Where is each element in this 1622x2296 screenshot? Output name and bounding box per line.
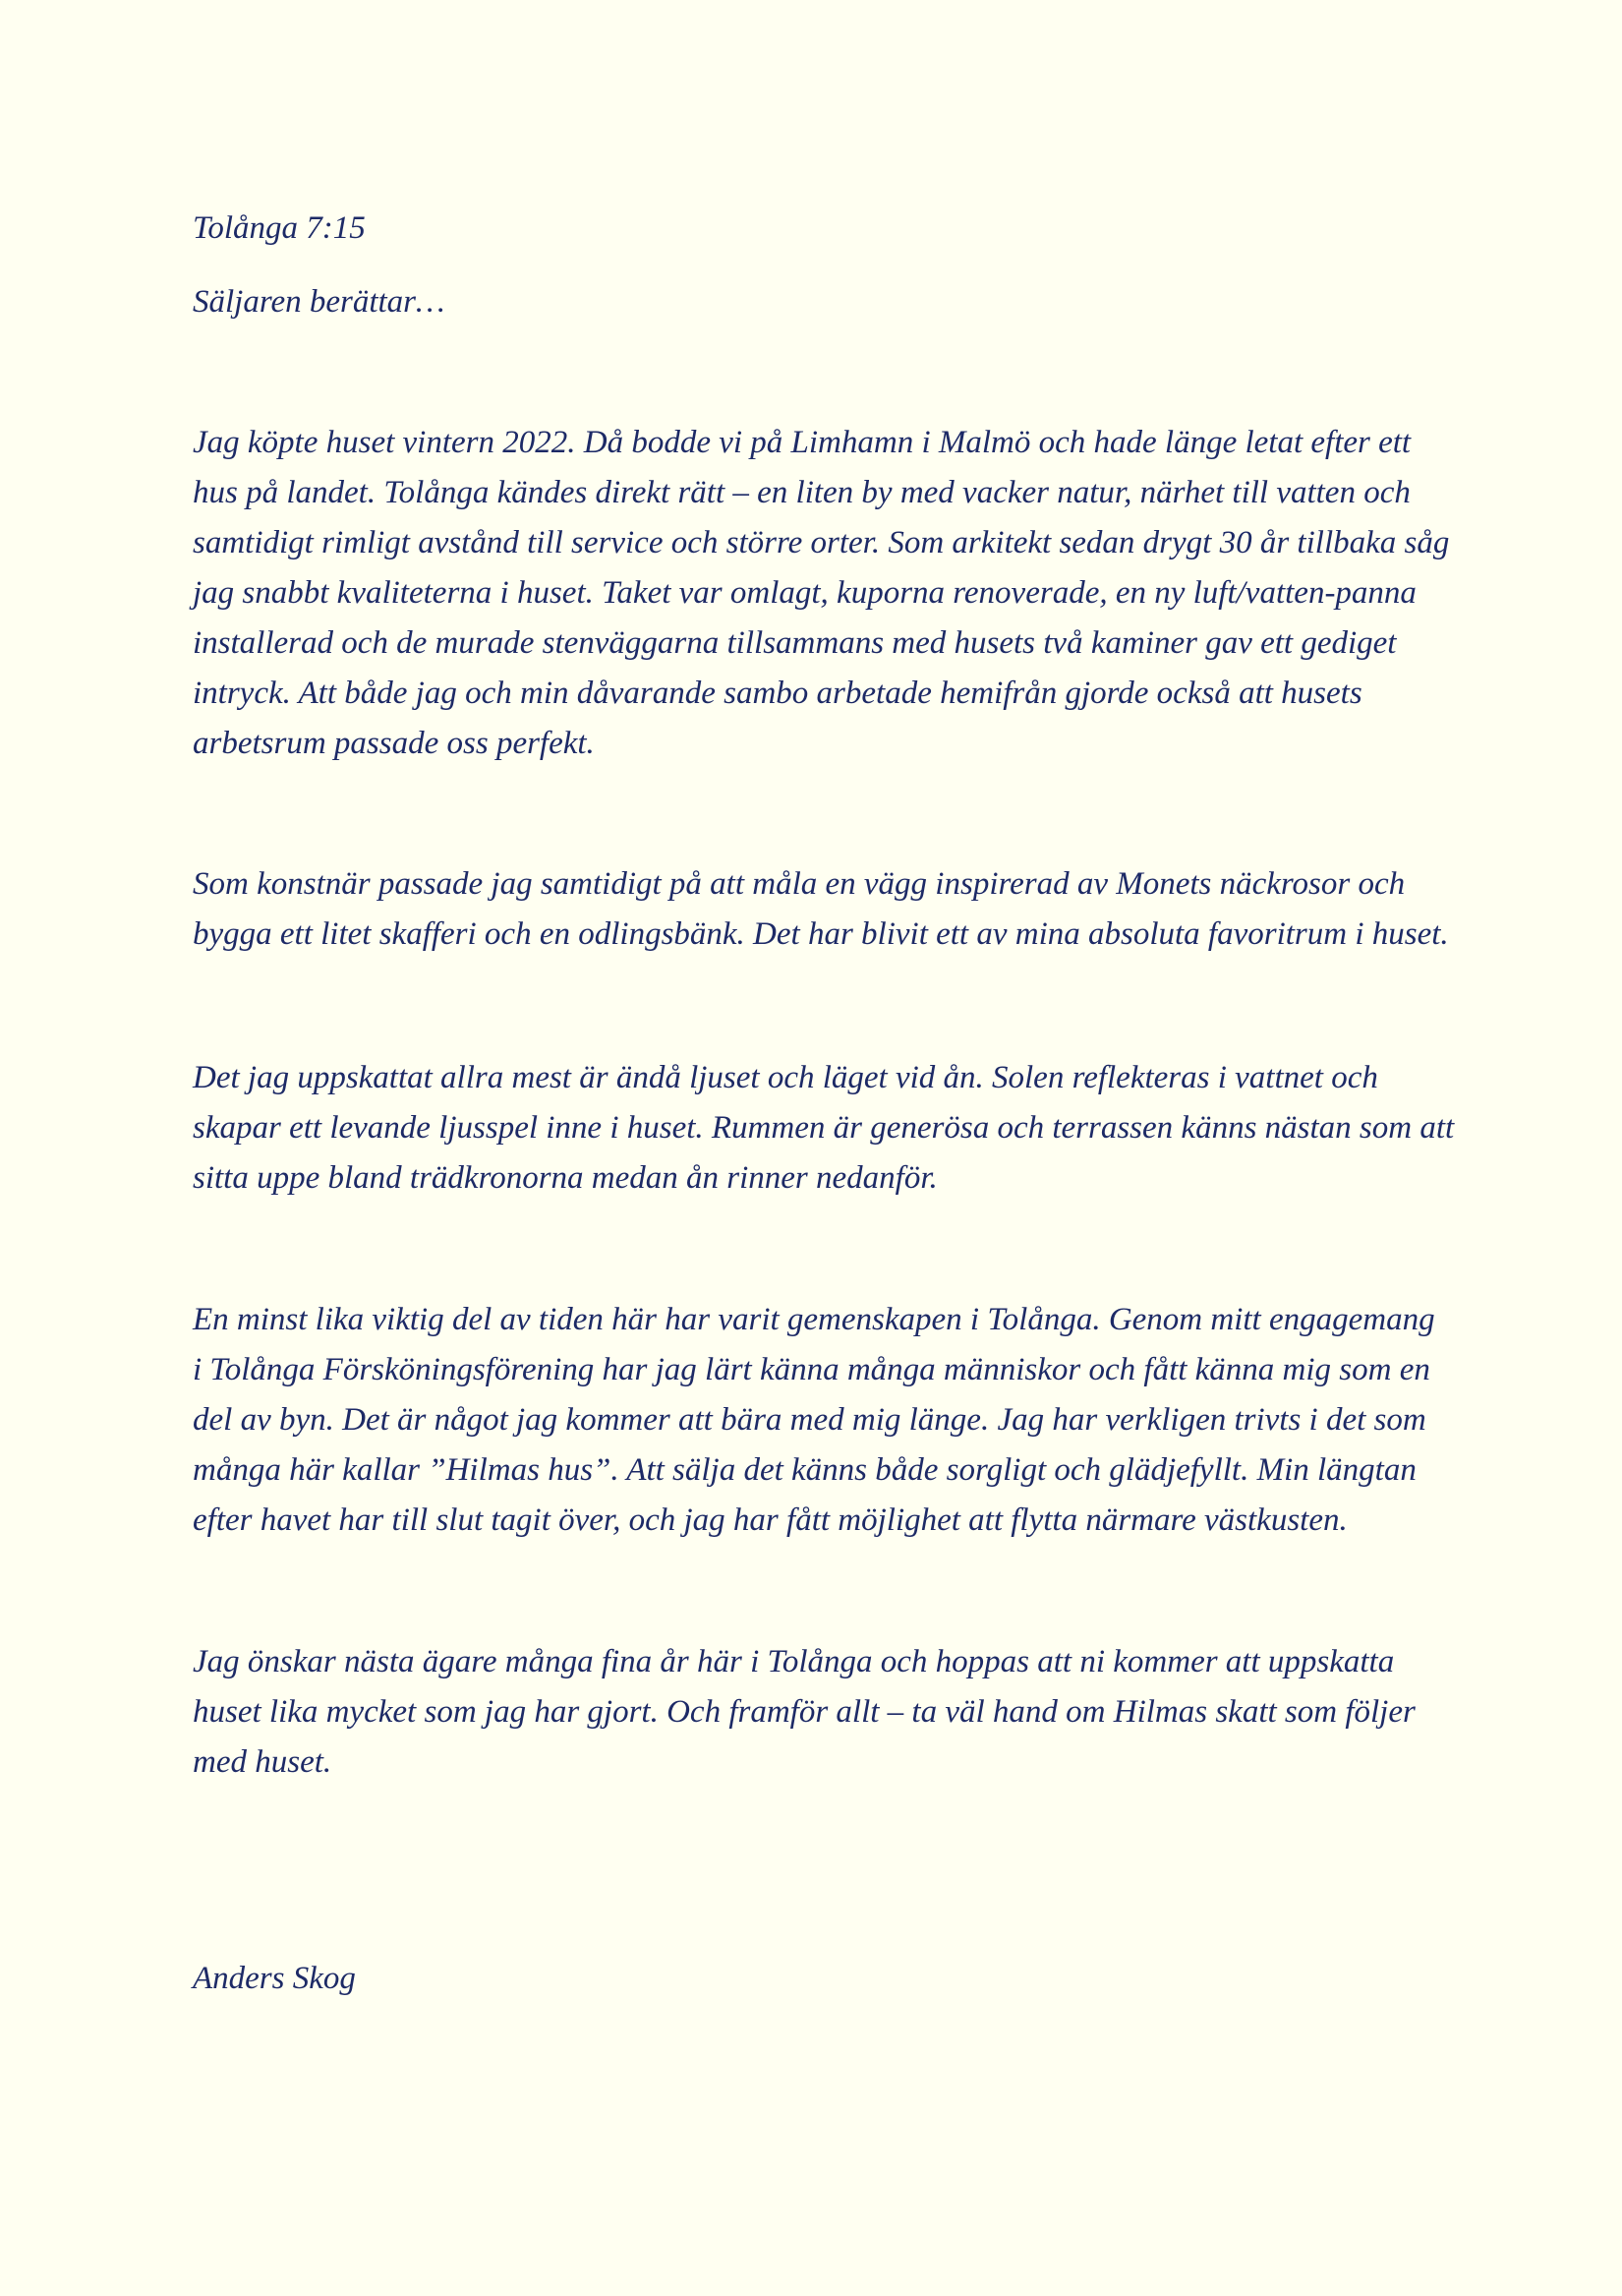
paragraph-light	[193, 1053, 1455, 1204]
text-line: bygga ett litet skafferi och en odlingsbänk. Det har blivit ett av mina absoluta favoritrum i huset.	[193, 916, 1449, 952]
paragraph-purchase	[193, 418, 1451, 769]
paragraph-community	[193, 1295, 1451, 1546]
page-subtitle: Säljaren berättar…	[193, 284, 445, 320]
text-line: Som konstnär passade jag samtidigt på att måla en vägg inspirerad av Monets näckrosor och	[193, 866, 1406, 902]
text-line: En minst lika viktig del av tiden här har varit gemenskapen i Tolånga. Genom mitt engagemang	[193, 1302, 1435, 1337]
text-line: skapar ett levande ljusspel inne i huset. Rummen är generösa och terrassen känns nästan som att	[193, 1110, 1455, 1146]
text-line: Jag önskar nästa ägare många fina år här i Tolånga och hoppas att ni kommer att uppskatta	[193, 1644, 1395, 1679]
text-line: i Tolånga Försköningsförening har jag lärt känna många människor och fått känna mig som en	[193, 1352, 1430, 1387]
paragraph-farewell	[193, 1637, 1451, 1788]
text-line: hus på landet. Tolånga kändes direkt rätt – en liten by med vacker natur, närhet till vatten och	[193, 475, 1411, 510]
text-line: samtidigt rimligt avstånd till service och större orter. Som arkitekt sedan drygt 30 år tillbaka såg	[193, 525, 1450, 560]
paragraph-art	[193, 859, 1451, 960]
text-line: med huset.	[193, 1744, 332, 1780]
text-line: många här kallar ”Hilmas hus”. Att sälja det känns både sorgligt och glädjefyllt. Min längtan	[193, 1452, 1417, 1488]
page-title: Tolånga 7:15	[193, 210, 366, 246]
text-line: Det jag uppskattat allra mest är ändå ljuset och läget vid ån. Solen reflekteras i vattnet och	[193, 1060, 1378, 1095]
signature: Anders Skog	[193, 1961, 356, 1996]
text-line: intryck. Att både jag och min dåvarande sambo arbetade hemifrån gjorde också att husets	[193, 676, 1362, 711]
text-line: huset lika mycket som jag har gjort. Och framför allt – ta väl hand om Hilmas skatt som följer	[193, 1694, 1416, 1730]
text-line: jag snabbt kvaliteterna i huset. Taket var omlagt, kuporna renoverade, en ny luft/vatten-panna	[193, 575, 1417, 611]
text-line: efter havet har till slut tagit över, och jag har fått möjlighet att flytta närmare västkusten.	[193, 1502, 1348, 1538]
text-line: Jag köpte huset vintern 2022. Då bodde vi på Limhamn i Malmö och hade länge letat efter ett	[193, 425, 1412, 460]
text-line: installerad och de murade stenväggarna tillsammans med husets två kaminer gav ett gediget	[193, 625, 1397, 661]
text-line: arbetsrum passade oss perfekt.	[193, 726, 595, 761]
text-line: del av byn. Det är något jag kommer att bära med mig länge. Jag har verkligen trivts i det som	[193, 1402, 1426, 1438]
text-line: sitta uppe bland trädkronorna medan ån rinner nedanför.	[193, 1160, 938, 1196]
